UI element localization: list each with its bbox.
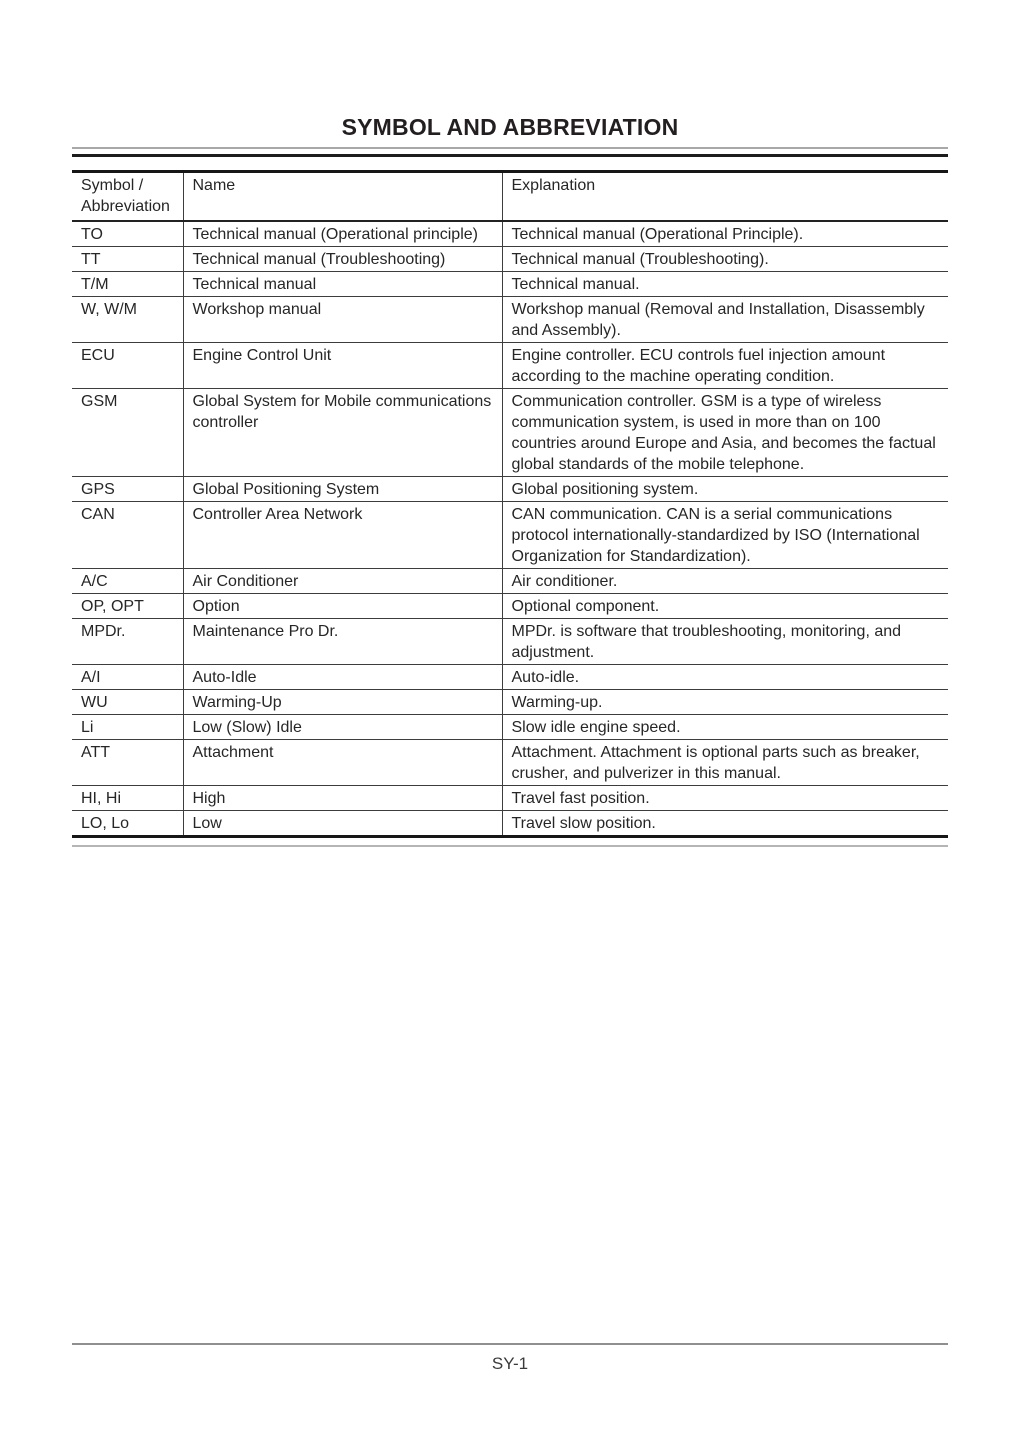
symbol-cell: W, W/M	[72, 297, 183, 343]
name-cell: Controller Area Network	[183, 502, 502, 569]
table-row	[72, 221, 948, 247]
name-cell: Auto-Idle	[183, 665, 502, 690]
table-row	[72, 594, 948, 619]
explanation-cell: Workshop manual (Removal and Installation, Disassembly and Assembly).	[502, 297, 948, 343]
name-cell: Attachment	[183, 740, 502, 786]
table-row	[72, 715, 948, 740]
table-row	[72, 690, 948, 715]
title-divider	[72, 147, 948, 157]
name-cell: Air Conditioner	[183, 569, 502, 594]
name-cell: Technical manual (Operational principle)	[183, 221, 502, 247]
symbol-cell: HI, Hi	[72, 786, 183, 811]
name-cell: Workshop manual	[183, 297, 502, 343]
table-header-row	[72, 172, 948, 222]
title-divider-black-line	[72, 154, 948, 157]
name-cell: Low	[183, 811, 502, 837]
table-bottom-gray-line	[72, 845, 948, 847]
symbol-cell: T/M	[72, 272, 183, 297]
table-row	[72, 619, 948, 665]
page-footer	[72, 1343, 948, 1374]
symbol-cell: A/C	[72, 569, 183, 594]
name-cell: Warming-Up	[183, 690, 502, 715]
name-cell: Engine Control Unit	[183, 343, 502, 389]
explanation-cell: Technical manual.	[502, 272, 948, 297]
symbol-cell: MPDr.	[72, 619, 183, 665]
explanation-cell: MPDr. is software that troubleshooting, monitoring, and adjustment.	[502, 619, 948, 665]
symbol-cell: GPS	[72, 477, 183, 502]
name-cell: Maintenance Pro Dr.	[183, 619, 502, 665]
symbol-cell: OP, OPT	[72, 594, 183, 619]
table-row	[72, 811, 948, 837]
table-row	[72, 247, 948, 272]
explanation-cell: Technical manual (Troubleshooting).	[502, 247, 948, 272]
symbol-cell: CAN	[72, 502, 183, 569]
explanation-cell: Travel slow position.	[502, 811, 948, 837]
name-cell: Global Positioning System	[183, 477, 502, 502]
symbol-cell: ATT	[72, 740, 183, 786]
symbol-cell: Li	[72, 715, 183, 740]
explanation-cell: Engine controller. ECU controls fuel injection amount according to the machine operating condition.	[502, 343, 948, 389]
header-cell-name: Name	[183, 172, 502, 222]
table-row	[72, 502, 948, 569]
table-row	[72, 569, 948, 594]
table-row	[72, 272, 948, 297]
explanation-cell: CAN communication. CAN is a serial communications protocol internationally-standardized by ISO (International Organization for Standardization).	[502, 502, 948, 569]
symbol-cell: ECU	[72, 343, 183, 389]
symbol-cell: GSM	[72, 389, 183, 477]
explanation-cell: Technical manual (Operational Principle).	[502, 221, 948, 247]
name-cell: Global System for Mobile communications controller	[183, 389, 502, 477]
table-row	[72, 389, 948, 477]
table-row	[72, 786, 948, 811]
symbol-cell: LO, Lo	[81, 815, 130, 832]
symbol-abbreviation-table	[72, 170, 948, 838]
explanation-cell: Optional component.	[502, 594, 948, 619]
symbol-cell: TO	[72, 221, 183, 247]
table-row	[72, 477, 948, 502]
explanation-cell: Travel fast position.	[502, 786, 948, 811]
explanation-cell: Communication controller. GSM is a type of wireless communication system, is used in more than on 100 countries around Europe and Asia, and becomes the factual global standards of the mobile telephone.	[502, 389, 948, 477]
page-number: SY-1	[491, 1354, 529, 1373]
name-cell: Low (Slow) Idle	[183, 715, 502, 740]
explanation-cell: Attachment. Attachment is optional parts such as breaker, crusher, and pulverizer in this manual.	[502, 740, 948, 786]
table-row	[72, 297, 948, 343]
name-cell: High	[183, 786, 502, 811]
name-cell: Technical manual	[183, 272, 502, 297]
symbol-cell: TT	[72, 247, 183, 272]
page-title: SYMBOL AND ABBREVIATION	[341, 114, 679, 140]
table-row	[72, 343, 948, 389]
table-row	[72, 665, 948, 690]
explanation-cell: Slow idle engine speed.	[502, 715, 948, 740]
name-cell: Technical manual (Troubleshooting)	[183, 247, 502, 272]
symbol-cell: A/I	[72, 665, 183, 690]
header-cell-explanation: Explanation	[502, 172, 948, 222]
explanation-cell: Air conditioner.	[502, 569, 948, 594]
page-content	[72, 0, 948, 847]
explanation-cell: Auto-idle.	[502, 665, 948, 690]
header-cell-symbol: Symbol / Abbreviation	[72, 172, 183, 222]
table-row	[72, 740, 948, 786]
explanation-cell: Warming-up.	[502, 690, 948, 715]
name-cell: Option	[183, 594, 502, 619]
explanation-cell: Global positioning system.	[502, 477, 948, 502]
symbol-cell: WU	[72, 690, 183, 715]
footer-divider-line	[72, 1343, 948, 1345]
